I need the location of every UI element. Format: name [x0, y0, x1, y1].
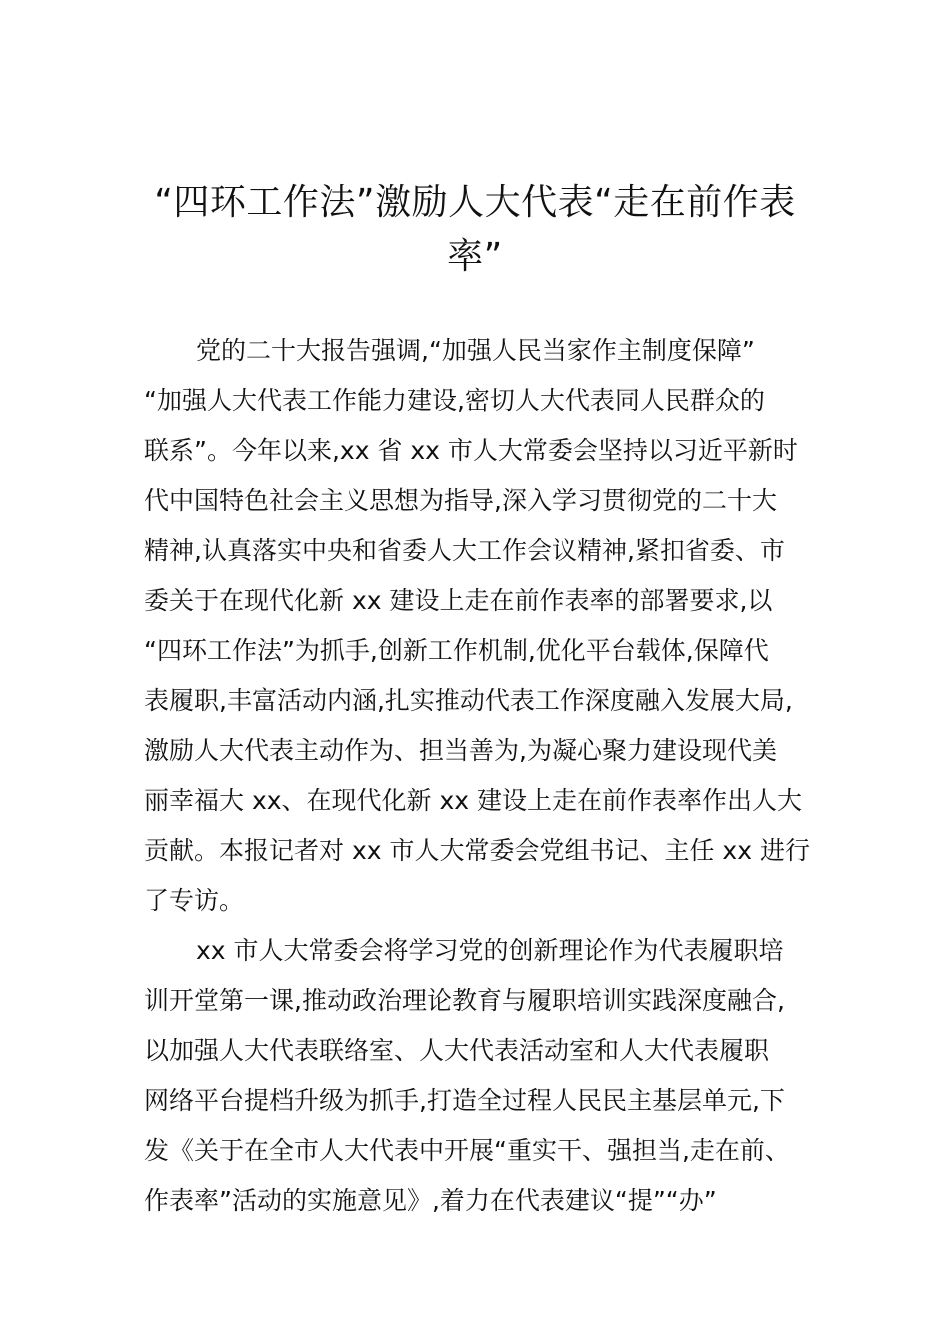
text-line: 丽幸福大 xx、在现代化新 xx 建设上走在前作表率作出人大 [144, 786, 803, 815]
text-line: “加强人大代表工作能力建设,密切人大代表同人民群众的 [144, 386, 765, 415]
text-line: 联系”。今年以来,xx 省 xx 市人大常委会坚持以习近平新时 [144, 436, 798, 465]
article-title [140, 176, 810, 284]
text-line: 表履职,丰富活动内涵,扎实推动代表工作深度融入发展大局, [144, 686, 793, 715]
text-line: 了专访。 [144, 886, 245, 915]
text-line: 精神,认真落实中央和省委人大工作会议精神,紧扣省委、市 [144, 536, 785, 565]
text-line: “四环工作法”为抓手,创新工作机制,优化平台载体,保障代 [144, 636, 769, 665]
text-line: 委关于在现代化新 xx 建设上走在前作表率的部署要求,以 [144, 586, 773, 615]
text-line: 激励人大代表主动作为、担当善为,为凝心聚力建设现代美 [144, 736, 777, 765]
paragraph-1 [144, 326, 810, 926]
text-line: 作表率”活动的实施意见》,着力在代表建议“提”“办” [144, 1186, 717, 1215]
text-line: 训开堂第一课,推动政治理论教育与履职培训实践深度融合, [144, 986, 785, 1015]
text-line: 贡献。本报记者对 xx 市人大常委会党组书记、主任 xx 进行 [144, 836, 810, 865]
text-line: xx 市人大常委会将学习党的创新理论作为代表履职培 [196, 936, 784, 965]
text-line: 代中国特色社会主义思想为指导,深入学习贯彻党的二十大 [144, 486, 777, 515]
paragraph-2 [144, 926, 810, 1226]
text-line: 网络平台提档升级为抓手,打造全过程人民民主基层单元,下 [144, 1086, 785, 1115]
article-body [144, 326, 810, 1226]
text-line: 发《关于在全市人大代表中开展“重实干、强担当,走在前、 [144, 1136, 790, 1165]
text-line: 党的二十大报告强调,“加强人民当家作主制度保障” [196, 336, 755, 365]
text-line: 以加强人大代表联络室、人大代表活动室和人大代表履职 [144, 1036, 770, 1065]
title-line: “四环工作法”激励人大代表“走在前作表 [154, 182, 796, 223]
title-line: 率” [447, 236, 503, 277]
